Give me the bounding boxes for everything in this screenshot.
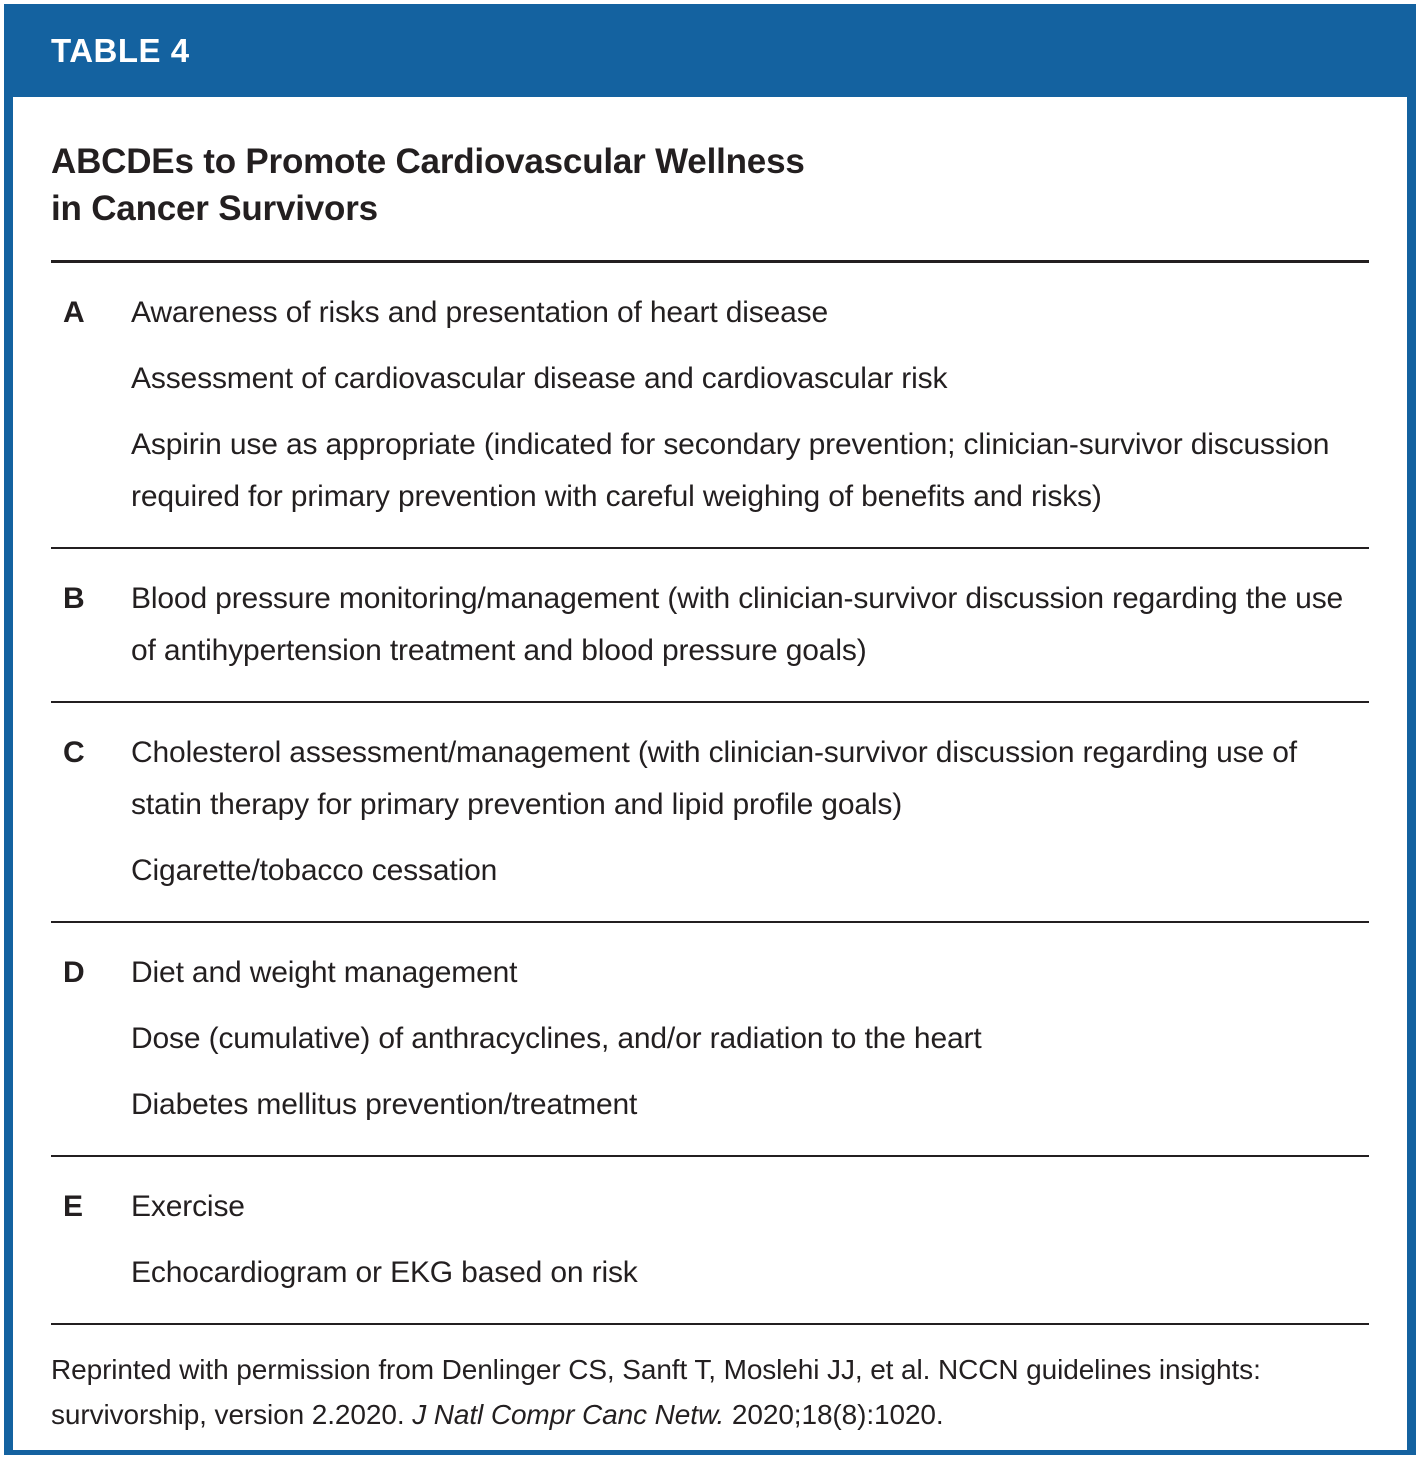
footnote-part-2: 2020;18(8):1020.: [724, 1399, 944, 1431]
table-row: [51, 549, 1369, 701]
table-footnote: [51, 1325, 1369, 1447]
footnote-part-1: Reprinted with permission from Denlinger CS, Sanft T, Moslehi JJ, et al. NCCN guidelines insights: survivorship, version 2.2020.: [51, 1354, 1261, 1431]
table-body: [13, 97, 1407, 1450]
row-item: Exercise: [131, 1190, 245, 1224]
table-title: [51, 97, 1181, 260]
row-item: Aspirin use as appropriate (indicated for secondary prevention; clinician-survivor discussion required for primary prevention with careful weighing of benefits and risks): [131, 428, 1330, 514]
table-row: [51, 703, 1369, 921]
row-items-e: [131, 1181, 1369, 1299]
row-item: Dose (cumulative) of anthracyclines, and/or radiation to the heart: [131, 1022, 982, 1056]
row-items-a: [131, 287, 1369, 523]
table-row: [51, 923, 1369, 1155]
table-row: [51, 263, 1369, 547]
row-letter-a: A: [63, 296, 85, 330]
row-items-b: [131, 573, 1369, 677]
row-letter-e: E: [63, 1190, 84, 1224]
table-row: [51, 1157, 1369, 1323]
row-item: Diet and weight management: [131, 956, 518, 990]
table-header-band: [13, 4, 1407, 97]
table-card: [4, 4, 1416, 1455]
row-item: Cigarette/tobacco cessation: [131, 854, 498, 888]
row-items-d: [131, 947, 1369, 1131]
row-item: Blood pressure monitoring/management (with clinician-survivor discussion regarding the use of antihypertension treatment and blood pressure goals): [131, 582, 1344, 668]
row-item: Assessment of cardiovascular disease and cardiovascular risk: [131, 362, 948, 396]
footnote-journal-name: J Natl Compr Canc Netw.: [412, 1399, 725, 1431]
table-title-line-1: ABCDEs to Promote Cardiovascular Wellness: [51, 142, 805, 181]
row-item: Diabetes mellitus prevention/treatment: [131, 1088, 638, 1122]
table-number-label: TABLE 4: [51, 32, 190, 69]
row-letter-c: C: [63, 736, 85, 770]
row-item: Echocardiogram or EKG based on risk: [131, 1256, 638, 1290]
row-item: Awareness of risks and presentation of heart disease: [131, 296, 829, 330]
row-letter-b: B: [63, 582, 85, 616]
table-title-line-2: in Cancer Survivors: [51, 188, 378, 228]
row-letter-d: D: [63, 956, 85, 990]
row-item: Cholesterol assessment/management (with clinician-survivor discussion regarding use of statin therapy for primary prevention and lipid profile goals): [131, 736, 1297, 822]
row-items-c: [131, 727, 1369, 897]
